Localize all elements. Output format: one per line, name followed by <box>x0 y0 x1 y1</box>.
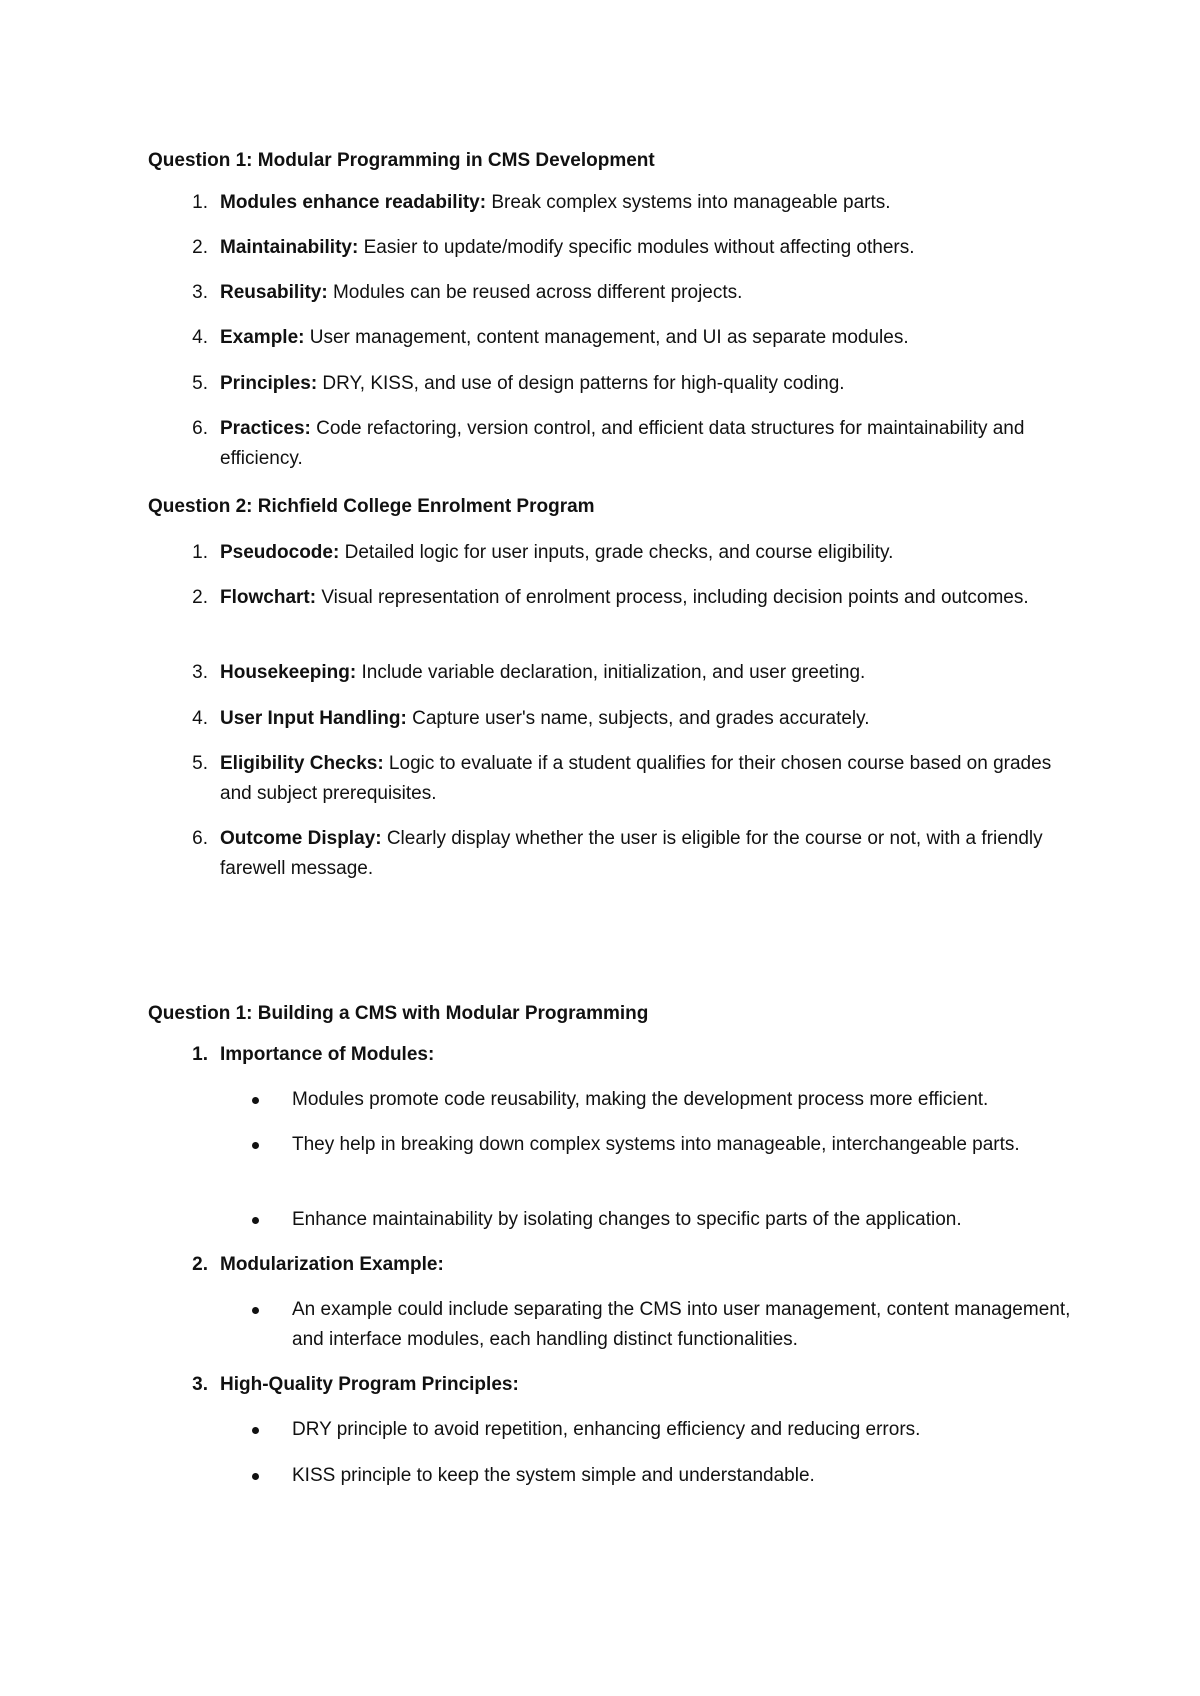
item-label: Housekeeping: <box>220 662 357 683</box>
item-label: User Input Handling: <box>220 708 407 729</box>
item-label: Principles: <box>220 373 318 394</box>
item-text: Clearly display whether the user is eligible for the course or not, with a friendly farewell message. <box>220 828 1043 879</box>
item-label: Eligibility Checks: <box>220 753 384 774</box>
item-text: Capture user's name, subjects, and grades accurately. <box>406 708 870 729</box>
item-text: Easier to update/modify specific modules without affecting others. <box>358 237 915 258</box>
bullet-dot <box>252 1217 259 1224</box>
item-text: Modules can be reused across different projects. <box>327 282 743 303</box>
bullet-dot <box>252 1142 259 1149</box>
item-label: Flowchart: <box>220 587 317 608</box>
item-label: Maintainability: <box>220 237 359 258</box>
item-label: Example: <box>220 327 305 348</box>
item-text: Logic to evaluate if a student qualifies for their chosen course based on grades and subject prerequisites. <box>220 753 1052 804</box>
item-label: Pseudocode: <box>220 542 340 563</box>
group-label: High-Quality Program Principles: <box>220 1374 519 1395</box>
bullet-dot <box>252 1473 259 1480</box>
item-label: Practices: <box>220 418 311 439</box>
bullet-dot <box>252 1307 259 1314</box>
item-text: Detailed logic for user inputs, grade checks, and course eligibility. <box>339 542 894 563</box>
item-text: Include variable declaration, initialization, and user greeting. <box>356 662 866 683</box>
item-text: User management, content management, and UI as separate modules. <box>304 327 909 348</box>
item-label: Modules enhance readability: <box>220 192 487 213</box>
bullet-dot <box>252 1427 259 1434</box>
item-text: Code refactoring, version control, and efficient data structures for maintainability and efficiency. <box>220 418 1025 469</box>
group-label: Modularization Example: <box>220 1254 444 1275</box>
item-text: DRY, KISS, and use of design patterns for high-quality coding. <box>317 373 845 394</box>
section2-heading: Question 2: Richfield College Enrolment Program <box>148 496 595 517</box>
item-label: Outcome Display: <box>220 828 382 849</box>
item-label: Reusability: <box>220 282 328 303</box>
item-text: Break complex systems into manageable parts. <box>486 192 891 213</box>
document-page: Question 1: Modular Programming in CMS Development 1. Modules enhance readability: Break complex systems into manageable parts. 2. Maintainability: Easier to update/modify specific modules without affecting others. 3. Reusability: Modules can be reused across different projects. 4. Example: User management, content management, and UI as separate modules. 5. Principles: DRY, KISS, and use of design patterns for high-quality coding. 6. Practices: Code refactoring, version control, and efficient data structures for maintainability and efficiency. Question 2: Richfield College Enrolment Program 1. Pseudocode: Detailed logic for user inputs, grade checks, and course eligibility. 2. Flowchart: Visual representation of enrolment process, including decision points and outcomes. 3. Housekeeping: Include variable declaration, initialization, and user greeting. 4. User Input Handling: Capture user's name, subjects, and grades accurately. 5. Eligibility Checks: Logic to evaluate if a student qualifies for their chosen course based on grades and subject prerequisites. 6. Outcome Display: Clearly display whether the user is eligible for the course or not, with a friendly farewell message. Question 1: Building a CMS with Modular Programming 1. Importance of Modules: Modules promote code reusability, making the development process more efficient. They help in breaking down complex systems into manageable, interchangeable parts. Enhance maintainability by isolating changes to specific parts of the application. 2. Modularization Example: An example could include separating the CMS into user management, content management, and interface modules, each handling distinct functionalities. 3. High-Quality Program Principles: DRY principle to avoid repetition, enhancing efficiency and reducing errors. KISS principle to keep the system simple and understandable. <box>0 0 1200 1696</box>
section3-heading: Question 1: Building a CMS with Modular Programming <box>148 1003 649 1024</box>
item-text: Visual representation of enrolment process, including decision points and outcomes. <box>316 587 1029 608</box>
section1-heading: Question 1: Modular Programming in CMS Development <box>148 150 655 171</box>
bullet-dot <box>252 1097 259 1104</box>
group-label: Importance of Modules: <box>220 1044 435 1065</box>
